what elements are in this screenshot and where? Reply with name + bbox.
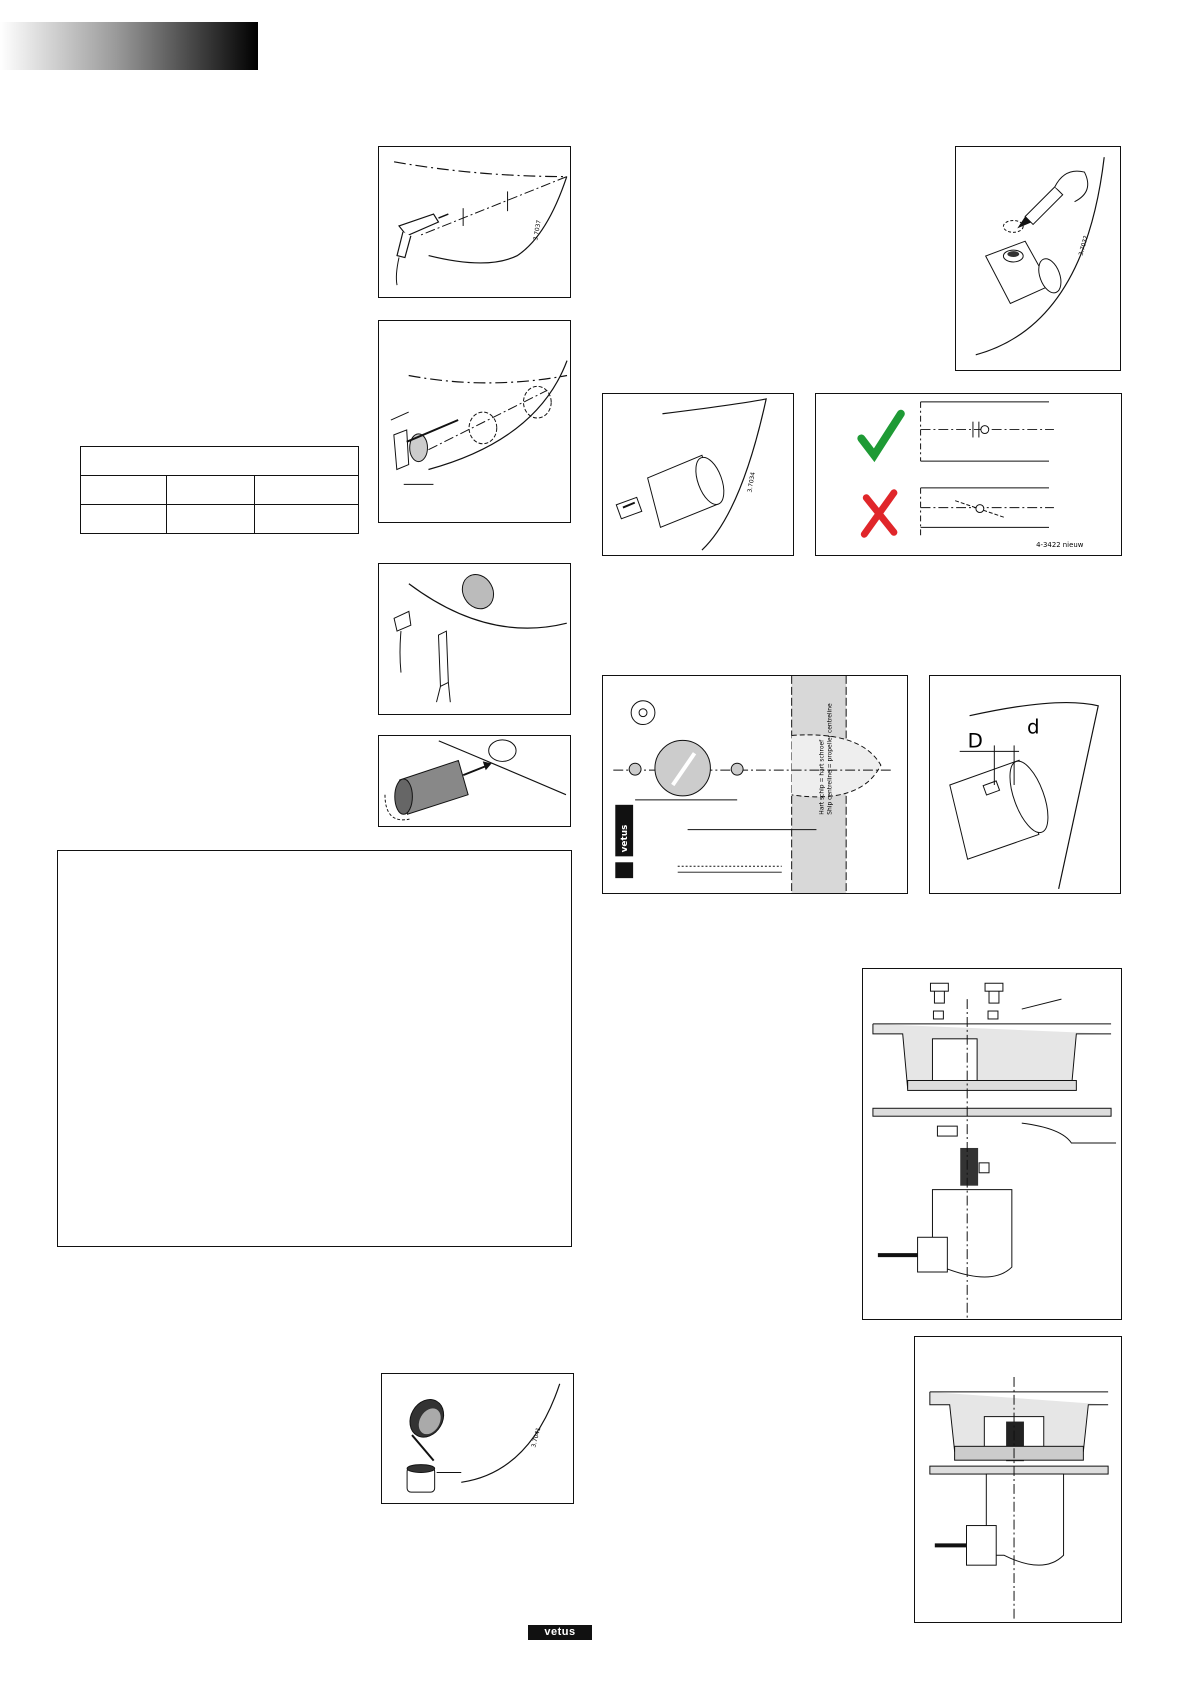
- figure-drill-pilot-hole: [378, 146, 571, 298]
- figure-assembly-installed: [914, 1336, 1122, 1623]
- cross-icon: [864, 493, 894, 534]
- check-icon: [861, 414, 901, 455]
- footer-logo: vetus: [528, 1625, 592, 1640]
- svg-text:D: D: [967, 729, 983, 753]
- pen-icon: [1017, 171, 1087, 228]
- svg-text:3.7034: 3.7034: [747, 471, 757, 494]
- spec-table-cell: [81, 476, 167, 505]
- figure-grind-hole: [378, 563, 571, 715]
- svg-text:Hart schip = hart schroef: Hart schip = hart schroef: [818, 739, 826, 815]
- brush-icon: [394, 611, 411, 672]
- figure-assembly-exploded: [862, 968, 1122, 1320]
- header-gradient-bar: [0, 22, 258, 70]
- spec-table-cell: [167, 476, 255, 505]
- svg-text:3.7037: 3.7037: [533, 219, 543, 242]
- spec-table-header: [81, 447, 359, 476]
- saw-icon: [437, 631, 451, 702]
- svg-text:d: d: [1026, 715, 1040, 739]
- figure-alignment-check: [815, 393, 1122, 556]
- figure-drilling-template: [602, 675, 908, 894]
- brush-icon: [403, 1393, 450, 1460]
- figure-dimensions: [929, 675, 1121, 894]
- figure-tube-in-hull: [602, 393, 794, 556]
- spec-table-cell: [81, 505, 167, 534]
- svg-text:3.7032: 3.7032: [1078, 235, 1090, 257]
- spec-table-cell: [255, 505, 359, 534]
- svg-text:4-3422 nieuw: 4-3422 nieuw: [1036, 541, 1084, 550]
- notice-box: [57, 850, 572, 1247]
- spec-table-cell: [255, 476, 359, 505]
- hex-key-icon: [394, 420, 458, 469]
- drill-icon: [396, 214, 448, 285]
- svg-text:Ship centreline = propeller ce: Ship centreline = propeller centreline: [826, 703, 834, 815]
- figure-mark-centre: [955, 146, 1121, 371]
- spec-table: [80, 446, 359, 534]
- svg-text:3.7041: 3.7041: [531, 1426, 543, 1449]
- figure-insert-tube: [378, 735, 571, 827]
- svg-text:vetus: vetus: [620, 824, 631, 853]
- spec-table-cell: [167, 505, 255, 534]
- figure-apply-glue: [381, 1373, 574, 1504]
- figure-hole-saw: [378, 320, 571, 523]
